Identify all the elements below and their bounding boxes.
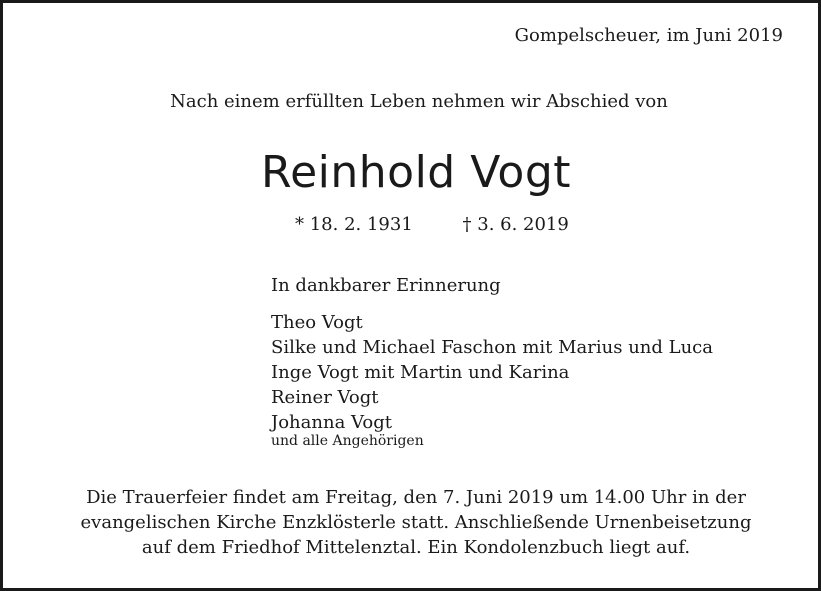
mourner-name: Johanna Vogt: [271, 412, 392, 433]
birth-date: * 18. 2. 1931: [295, 214, 413, 235]
mourners-list: [271, 310, 713, 435]
funeral-line: Die Trauerfeier findet am Freitag, den 7. Juni 2019 um 14.00 Uhr in der: [86, 487, 746, 508]
intro-text: Nach einem erfüllten Leben nehmen wir Abschied von: [170, 91, 668, 112]
life-dates: [295, 214, 569, 235]
funeral-line: evangelischen Kirche Enzklösterle statt. Anschließende Urnenbeisetzung: [80, 512, 752, 533]
relatives-line: und alle Angehörigen: [271, 433, 424, 449]
mourner-name: Silke und Michael Faschon mit Marius und Luca: [271, 337, 713, 358]
funeral-line: auf dem Friedhof Mittelenztal. Ein Kondolenzbuch liegt auf.: [141, 537, 691, 558]
mourner-name: Reiner Vogt: [271, 387, 379, 408]
mourner-name: Theo Vogt: [271, 312, 363, 333]
remembrance-line: In dankbarer Erinnerung: [271, 275, 501, 296]
funeral-details: [3, 485, 821, 560]
mourner-name: Inge Vogt mit Martin und Karina: [271, 362, 570, 383]
deceased-name: Reinhold Vogt: [260, 147, 571, 198]
death-date: † 3. 6. 2019: [462, 214, 569, 235]
place-date: Gompelscheuer, im Juni 2019: [514, 25, 783, 46]
